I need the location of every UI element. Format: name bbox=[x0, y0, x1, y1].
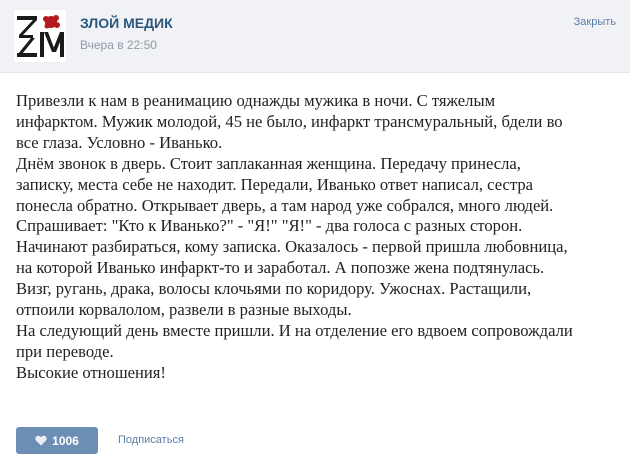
post-line: отпоили корвалолом, развели в разные выходы. bbox=[16, 300, 352, 320]
post-line: при переводе. bbox=[16, 341, 114, 361]
post-line: Днём звонок в дверь. Стоит заплаканная женщина. Передачу принесла, bbox=[16, 153, 521, 173]
zm-logo-icon bbox=[14, 10, 66, 62]
post-text bbox=[16, 91, 622, 384]
post-line: инфарктом. Мужик молодой, 45 не было, инфаркт трансмуральный, бдели во bbox=[16, 111, 563, 131]
post-line: Высокие отношения! bbox=[16, 362, 166, 382]
post-line: Начинают разбираться, кому записка. Оказалось - первой пришла любовница, bbox=[16, 237, 568, 257]
like-count: 1006 bbox=[52, 433, 79, 448]
close-button[interactable]: Закрыть bbox=[573, 16, 616, 28]
post-line: Привезли к нам в реанимацию однажды мужика в ночи. С тяжелым bbox=[16, 91, 496, 110]
post-line: На следующий день вместе пришли. И на отделение его вдвоем сопровождали bbox=[16, 320, 573, 340]
subscribe-button[interactable]: Подписаться bbox=[118, 434, 184, 446]
like-button[interactable] bbox=[16, 427, 98, 454]
heart-icon bbox=[35, 435, 47, 446]
group-name[interactable]: ЗЛОЙ МЕДИК bbox=[80, 15, 173, 31]
post-line: все глаза. Условно - Иванько. bbox=[16, 132, 223, 152]
post-line: понесла обратно. Открывает дверь, а там народ уже собрался, много людей. bbox=[16, 195, 554, 215]
post-line: на которой Иванько инфаркт-то и заработал. А попозже жена подтянулась. bbox=[16, 258, 545, 278]
avatar[interactable] bbox=[14, 10, 66, 62]
post-time[interactable]: Вчера в 22:50 bbox=[80, 38, 157, 52]
post-line: Визг, ругань, драка, волосы клочьями по коридору. Ужоснах. Растащили, bbox=[16, 279, 532, 299]
post-line: Спрашивает: "Кто к Иванько?" - "Я!" "Я!" - два голоса с разных сторон. bbox=[16, 216, 523, 236]
post-header bbox=[0, 0, 630, 73]
post-line: записку, места себе не находит. Передали, Иванько ответ написал, сестра bbox=[16, 174, 533, 194]
